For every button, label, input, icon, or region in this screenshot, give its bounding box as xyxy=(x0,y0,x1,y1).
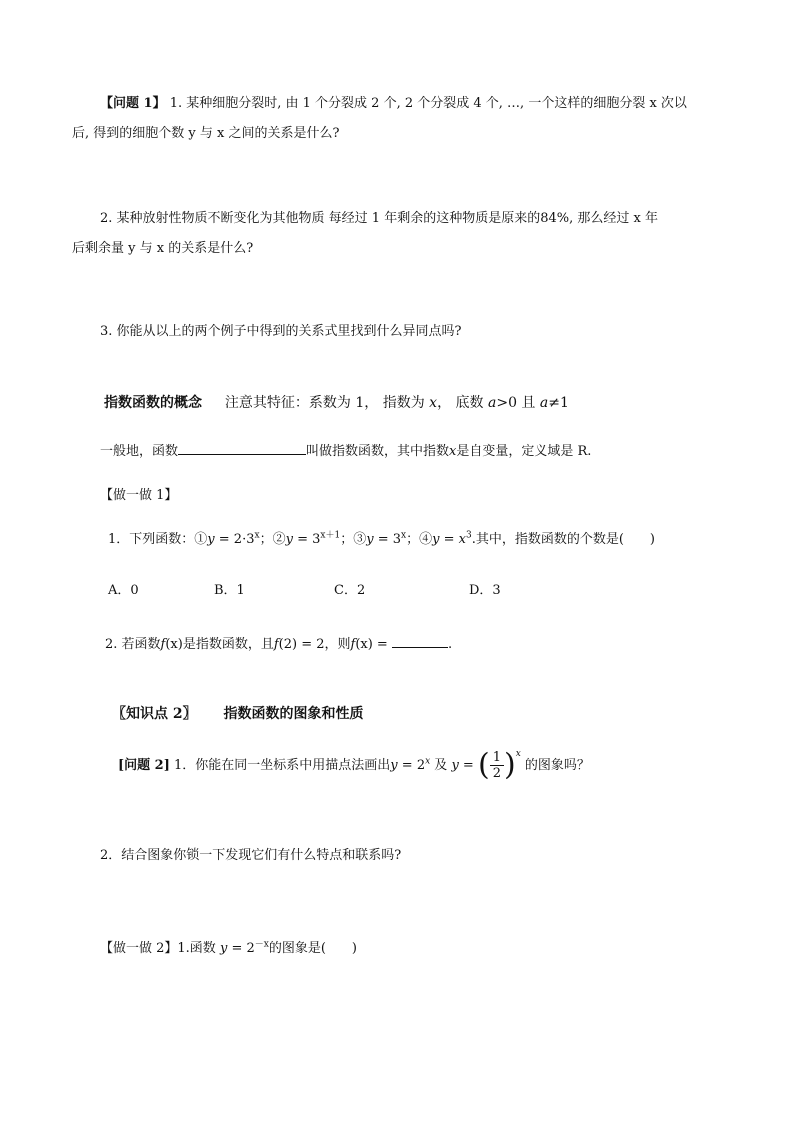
question-1-part-2-line-2: 后剩余量 y 与 x 的关系是什么? xyxy=(72,241,254,256)
question-1-tag: 【问题 1】 xyxy=(100,96,166,111)
question-1-text-line-1: 1. 某种细胞分裂时, 由 1 个分裂成 2 个, 2 个分裂成 4 个, …, 一个这样的细胞分裂 x 次以 xyxy=(165,96,687,111)
definition-prefix: 一般地，函数 xyxy=(100,444,179,459)
knowledge-point-2-tag: 〖知识点 2〗 xyxy=(112,706,197,722)
question-1-line-1 xyxy=(100,94,687,114)
fraction-one-half: $\frac{1}{2}$ xyxy=(490,750,504,781)
definition-blank[interactable] xyxy=(178,440,306,455)
try-1-tag: 【做一做 1】 xyxy=(100,488,178,503)
left-paren: ( xyxy=(477,747,490,783)
try-2-tag: 【做一做 2】 xyxy=(100,941,178,956)
concept-title: 指数函数的概念 xyxy=(104,395,202,411)
question-2-line-1: [问题 2] 1．你能在同一坐标系中用描点法画出$y = 2^x$ 及 y = ( $\frac{1}{2}$ )$^x$ 的图象吗？ xyxy=(118,747,590,783)
answer-blank[interactable] xyxy=(392,633,448,648)
knowledge-point-2-title: 指数函数的图象和性质 xyxy=(223,706,364,722)
definition-text: 叫做指数函数，其中指数 xyxy=(306,444,450,459)
right-paren: ) xyxy=(503,747,516,783)
question-2-tag: [问题 2] xyxy=(118,758,170,773)
choice-c[interactable]: C．2 xyxy=(334,583,366,598)
try-1-choices xyxy=(0,581,794,601)
choice-a[interactable]: A．0 xyxy=(108,583,139,598)
question-1-part-2-line-1: 2. 某种放射性物质不断变化为其他物质 每经过 1 年剩余的这种物质是原来的84%, 那么经过 x 年 xyxy=(100,211,658,226)
choice-b[interactable]: B．1 xyxy=(214,583,245,598)
question-2-part-2: 2．结合图象你锁一下发现它们有什么特点和联系吗? xyxy=(100,848,402,863)
try-1-item-1: 1．下列函数：①y = $2\cdot 3^x$；②y = $3^{x+1}$；③y = $3^x$；④y = $x^3$.其中，指数函数的个数是( ) xyxy=(108,530,655,547)
try-2-line: 【做一做 2】1.函数 $y = 2^{-x}$的图象是( ) xyxy=(100,939,357,956)
choice-d[interactable]: D．3 xyxy=(469,583,501,598)
concept-line xyxy=(104,393,569,413)
definition-line: 一般地，函数 叫做指数函数，其中指数x是自变量，定义域是 R. xyxy=(100,440,591,462)
question-1-part-3: 3. 你能从以上的两个例子中得到的关系式里找到什么异同点吗? xyxy=(100,324,462,339)
try-1-item-2: 2. 若函数f(x)是指数函数，且f(2) = 2，则f(x) = . xyxy=(105,633,452,655)
knowledge-point-2 xyxy=(112,704,364,724)
question-1-line-2: 后, 得到的细胞个数 y 与 x 之间的关系是什么? xyxy=(72,126,340,141)
concept-note: 注意其特征：系数为 1， 指数为 x， 底数 a>0 且 a≠1 xyxy=(224,395,569,411)
